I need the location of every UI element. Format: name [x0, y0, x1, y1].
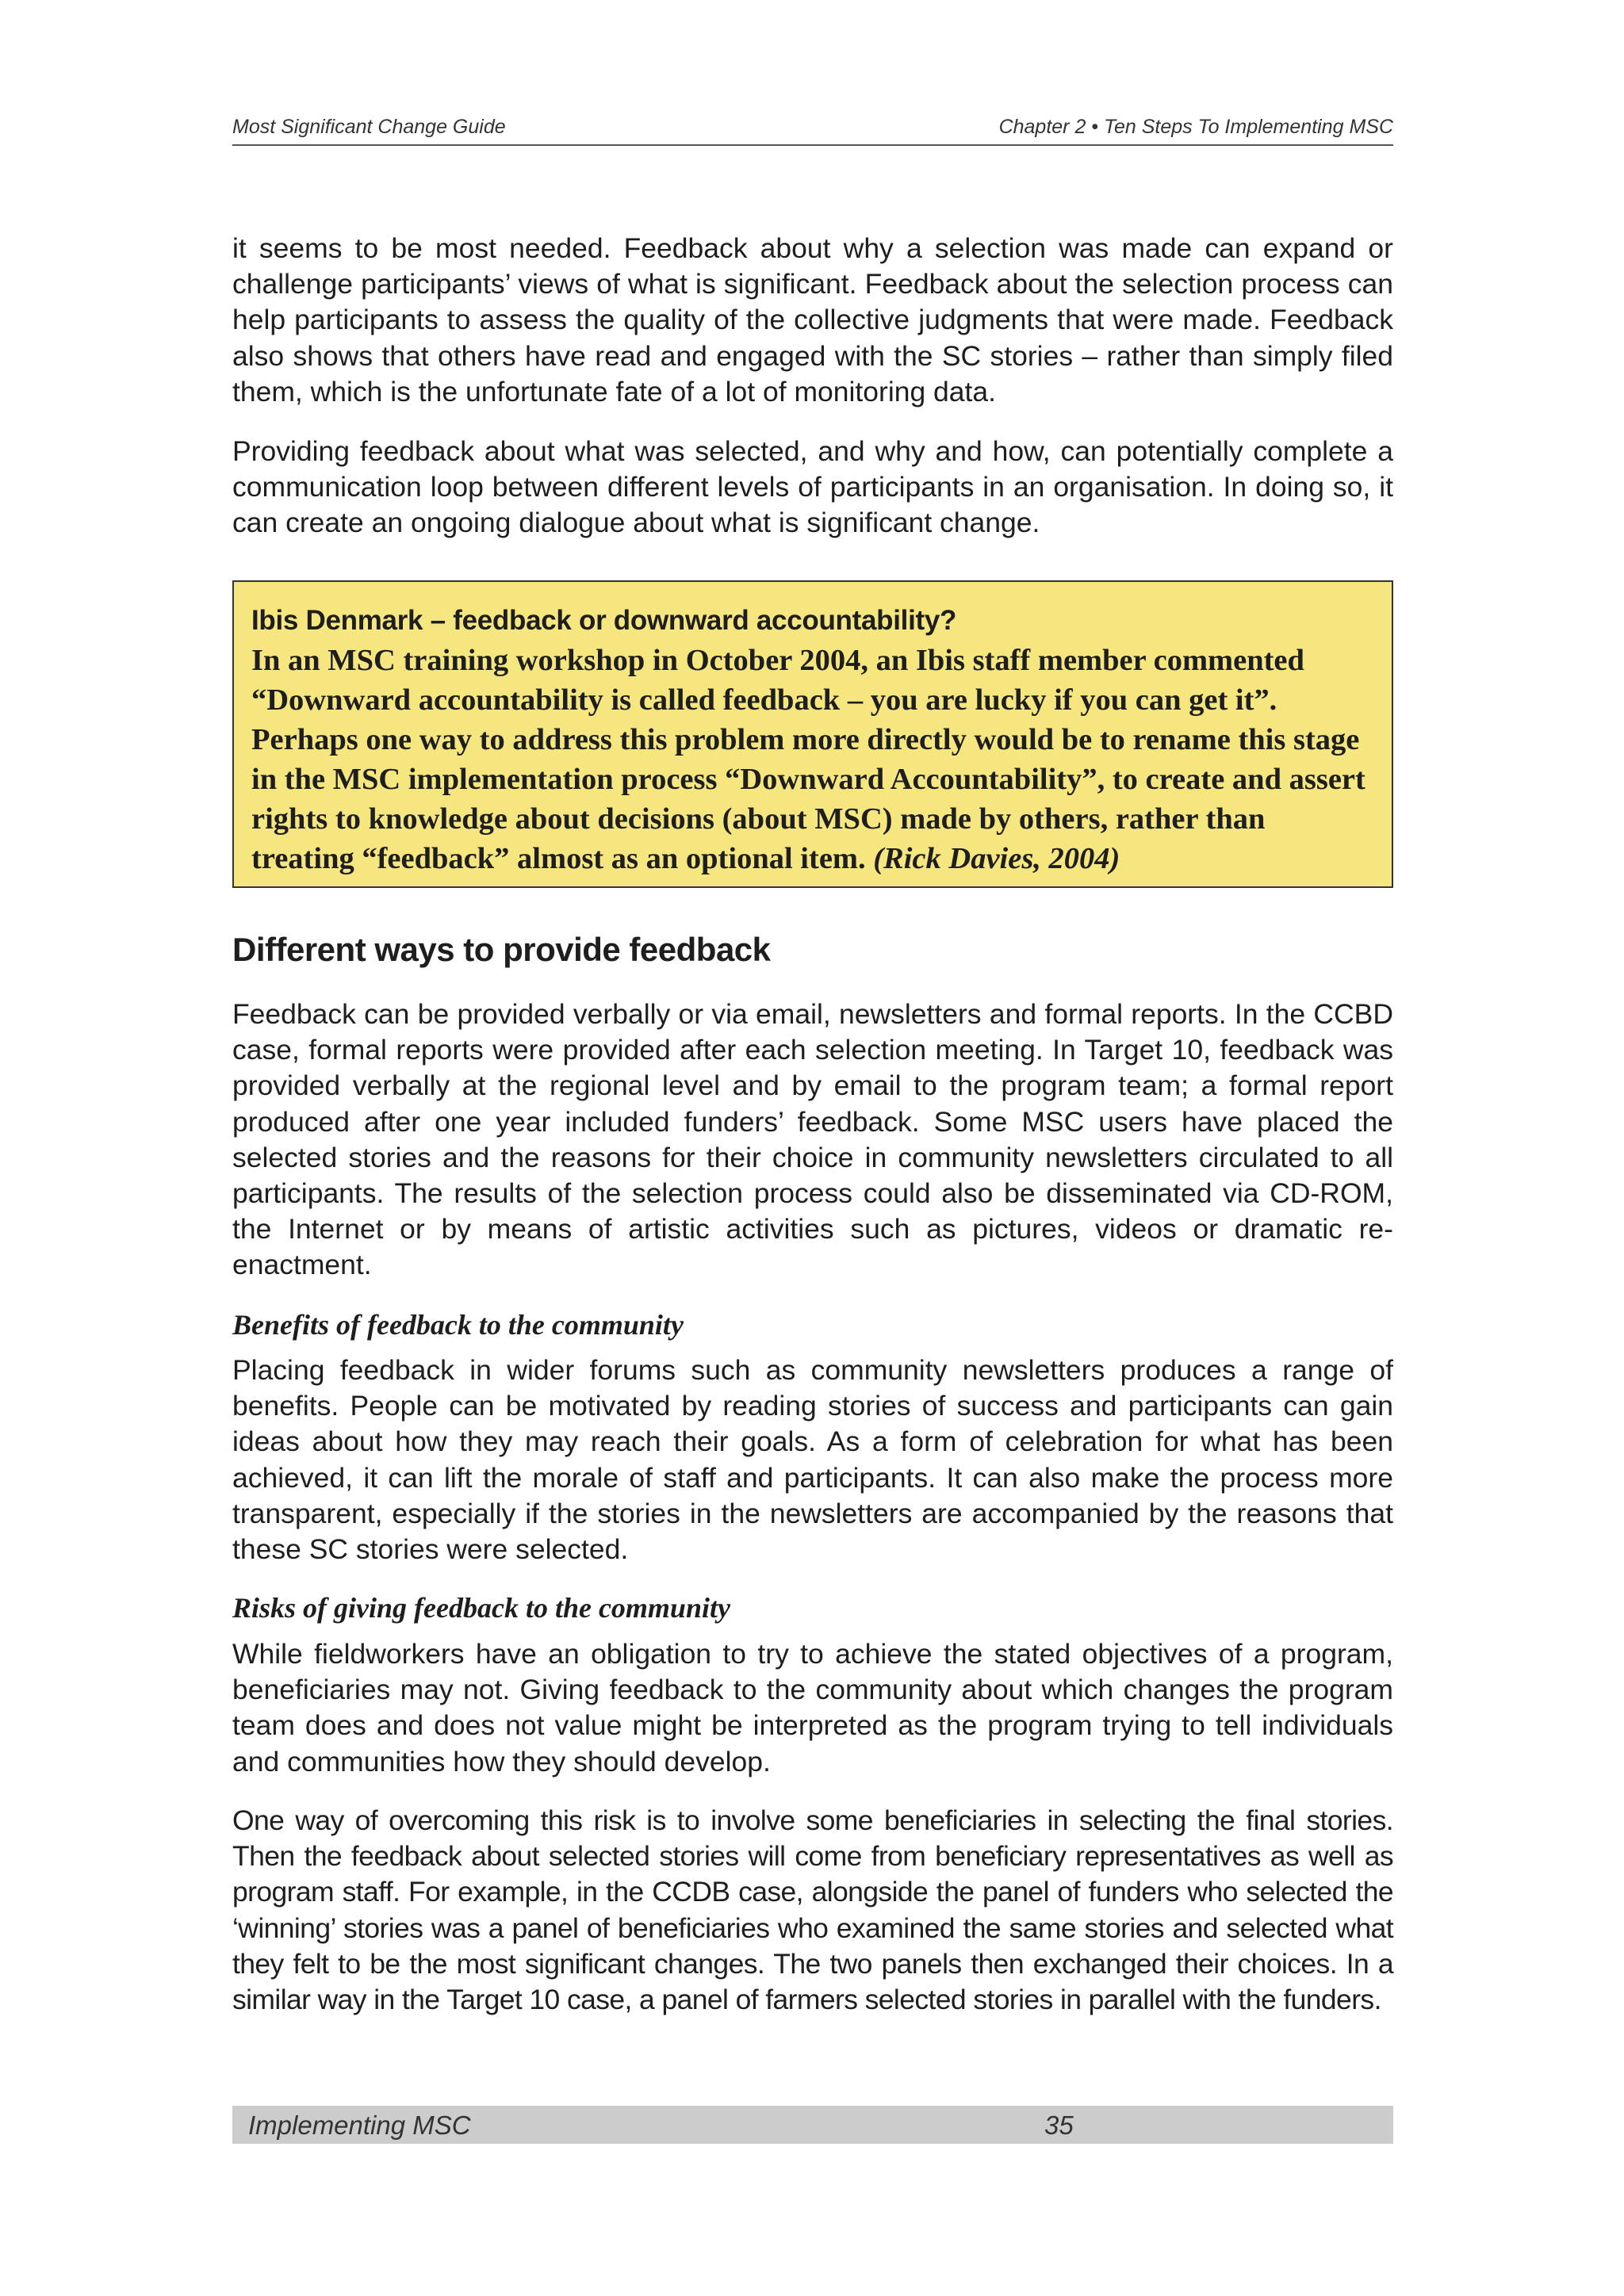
benefits-paragraph [232, 1353, 1393, 1567]
footer-section-label: Implementing MSC [248, 2110, 471, 2140]
header-chapter-title: Chapter 2 • Ten Steps To Implementing MSC [998, 116, 1393, 138]
box-citation: (Rick Davies, 2004) [873, 842, 1120, 875]
benefits-subheading: Benefits of feedback to the community [232, 1309, 684, 1341]
section-heading: Different ways to provide feedback [232, 931, 771, 968]
benefits-subheading-block [232, 1308, 1393, 1341]
page-footer [232, 2106, 1393, 2144]
box-title: Ibis Denmark – feedback or downward accountability? [251, 605, 957, 636]
feedback-methods-paragraph [232, 997, 1393, 1284]
box-body [251, 641, 1374, 878]
box-quote: In an MSC training workshop in October 2004, an Ibis staff member commented “Downward accountability is called feedback – you are lucky if you can get it”. Perhaps one way to address this problem more directly would be to rename this stage in the MSC implementation process “Downward Accountability”, to create and assert rights to knowledge about decisions (about MSC) made by others, rather than treating “feedback” almost as an optional item. [251, 644, 1365, 875]
header-guide-title: Most Significant Change Guide [232, 116, 506, 138]
risks-subheading-block [232, 1591, 1393, 1624]
case-example-box [232, 580, 1393, 888]
overcoming-risk-paragraph [232, 1803, 1393, 2018]
paragraph-text: it seems to be most needed. Feedback about why a selection was made can expand or challenge participants’ views of what is significant. Feedback about the selection process can help participants to assess the quality of the collective judgments that were made. Feedback also shows that others have read and engaged with the SC stories – rather than simply filed them, which is the unfortunate fate of a lot of monitoring data. [232, 232, 1393, 408]
section-heading-block [232, 931, 1393, 969]
paragraph-text: One way of overcoming this risk is to involve some beneficiaries in selecting the final stories. Then the feedback about selected stories will come from beneficiary representatives as well as program staff. For example, in the CCDB case, alongside the panel of funders who selected the ‘winning’ stories was a panel of beneficiaries who examined the same stories and selected what they felt to be the most significant changes. The two panels then exchanged their choices. In a similar way in the Target 10 case, a panel of farmers selected stories in parallel with the funders. [232, 1804, 1393, 2016]
paragraph-text: While fieldworkers have an obligation to try to achieve the stated objectives of a program, beneficiaries may not. Giving feedback to the community about which changes the program team does and does not value might be interpreted as the program trying to tell individuals and communities how they should develop. [232, 1638, 1393, 1777]
page-number: 35 [1044, 2110, 1074, 2140]
running-header [232, 116, 1393, 146]
intro-paragraph-2 [232, 434, 1393, 541]
paragraph-text: Placing feedback in wider forums such as community newsletters produces a range of benefits. People can be motivated by reading stories of success and participants can gain ideas about how they may reach their goals. As a form of celebration for what has been achieved, it can lift the morale of staff and participants. It can also make the process more transparent, especially if the stories in the newsletters are accompanied by the reasons that these SC stories were selected. [232, 1354, 1393, 1566]
paragraph-text: Feedback can be provided verbally or via email, newsletters and formal reports. In the CCBD case, formal reports were provided after each selection meeting. In Target 10, feedback was provided verbally at the regional level and by email to the program team; a formal report produced after one year included funders’ feedback. Some MSC users have placed the selected stories and the reasons for their choice in community newsletters circulated to all participants. The results of the selection process could also be disseminated via CD-ROM, the Internet or by means of artistic activities such as pictures, videos or dramatic re-enactment. [232, 998, 1393, 1281]
risks-paragraph [232, 1636, 1393, 1780]
risks-subheading: Risks of giving feedback to the community [232, 1592, 730, 1624]
paragraph-text: Providing feedback about what was selected, and why and how, can potentially complete a communication loop between different levels of participants in an organisation. In doing so, it can create an ongoing dialogue about what is significant change. [232, 435, 1393, 539]
intro-paragraph-1 [232, 231, 1393, 410]
